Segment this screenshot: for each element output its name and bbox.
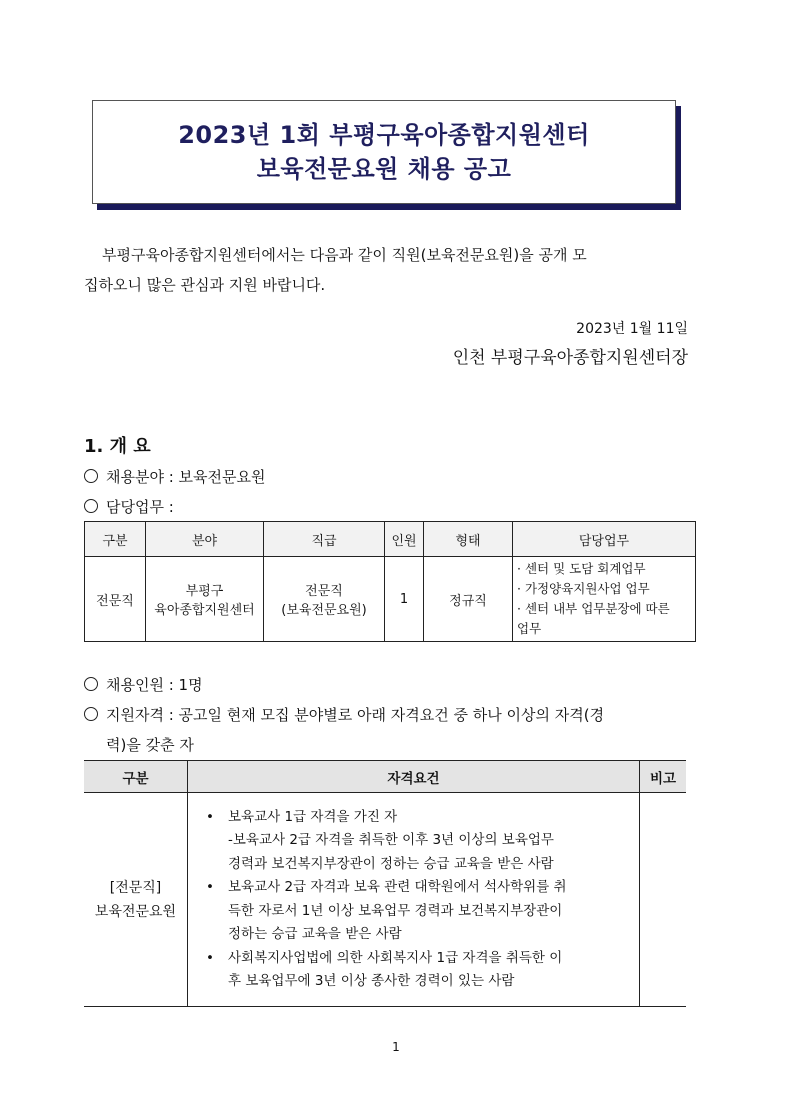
duty-rank-line-2: (보육전문요원) [281, 603, 367, 618]
table-row [84, 793, 686, 1007]
qualification-block [84, 700, 694, 760]
duty-cell-type: 정규직 [424, 557, 513, 642]
duty-rank-line-1: 전문직 [305, 584, 343, 599]
intro-line-2: 집하오니 많은 관심과 지원 바랍니다. [84, 276, 326, 294]
duty-cell-tasks [513, 557, 696, 642]
requirement-item [206, 806, 629, 877]
qual-header-note: 비고 [640, 761, 687, 793]
recruit-field-row [84, 466, 266, 487]
qual-cell-note [640, 793, 687, 1007]
signer: 인천 부평구육아종합지원센터장 [452, 348, 688, 368]
qualification-line-2: 력)을 갖춘 자 [106, 736, 194, 754]
circle-bullet-icon [84, 469, 98, 483]
duty-cell-count: 1 [385, 557, 424, 642]
duty-header-count: 인원 [385, 522, 424, 557]
qualification-line-1 [84, 706, 604, 724]
duty-cell-field [146, 557, 264, 642]
circle-bullet-icon [84, 707, 98, 721]
hiring-count-text: 채용인원 : 1명 [106, 676, 203, 694]
recruit-field-text: 채용분야 : 보육전문요원 [106, 468, 266, 486]
duty-table [84, 521, 696, 642]
requirements-list [188, 806, 639, 994]
duty-field-line-1: 부평구 [185, 584, 224, 599]
circle-bullet-icon [84, 677, 98, 691]
duty-row [84, 496, 174, 517]
duty-header-rank: 직급 [264, 522, 385, 557]
title-box [92, 100, 676, 204]
qualification-table [84, 760, 686, 1007]
requirement-line: 정하는 승급 교육을 받은 사람 [228, 926, 402, 942]
title-line-2: 보육전문요원 채용 공고 [256, 155, 512, 183]
table-row [85, 557, 696, 642]
qual-category-line-2: 보육전문요원 [94, 903, 177, 920]
task-item: 업무 [517, 621, 542, 636]
duty-header-tasks: 담당업무 [513, 522, 696, 557]
duty-cell-rank [264, 557, 385, 642]
duty-text: 담당업무 : [106, 498, 174, 516]
qual-header-requirements: 자격요건 [188, 761, 640, 793]
qualification-text-1: 지원자격 : 공고일 현재 모집 분야별로 아래 자격요건 중 하나 이상의 자격(경 [106, 706, 605, 724]
intro-line-1: 부평구육아종합지원센터에서는 다음과 같이 직원(보육전문요원)을 공개 모 [102, 246, 587, 264]
qual-cell-requirements [188, 793, 640, 1007]
qual-header-category: 구분 [84, 761, 188, 793]
requirement-item [206, 947, 629, 994]
duty-header-field: 분야 [146, 522, 264, 557]
circle-bullet-icon [84, 499, 98, 513]
duty-cell-category: 전문직 [85, 557, 146, 642]
section-heading-overview: 1. 개 요 [84, 436, 151, 457]
requirement-item [206, 876, 629, 947]
duty-table-header-row [85, 522, 696, 557]
requirement-line: 득한 자로서 1년 이상 보육업무 경력과 보건복지부장관이 [228, 902, 563, 919]
intro-paragraph [84, 240, 688, 300]
duty-header-category: 구분 [85, 522, 146, 557]
qual-category-line-1: [전문직] [109, 879, 162, 896]
qual-cell-category [84, 793, 188, 1007]
announcement-date: 2023년 1월 11일 [576, 321, 688, 337]
task-item: · 가정양육지원사업 업무 [517, 581, 650, 596]
requirement-line: • 보육교사 2급 자격과 보육 관련 대학원에서 석사학위를 취 [228, 879, 567, 895]
task-item: · 센터 내부 업무분장에 따른 [517, 601, 670, 616]
requirement-line: • 사회복지사업법에 의한 사회복지사 1급 자격을 취득한 이 [228, 949, 563, 966]
hiring-count-row [84, 674, 203, 695]
duty-header-type: 형태 [424, 522, 513, 557]
requirement-line: -보육교사 2급 자격을 취득한 이후 3년 이상의 보육업무 [228, 832, 554, 848]
qual-table-header-row [84, 761, 686, 793]
requirement-line: • 보육교사 1급 자격을 가진 자 [228, 808, 398, 825]
task-item: · 센터 및 도담 회계업무 [517, 561, 646, 576]
page-number: 1 [392, 1040, 400, 1054]
requirement-line: 후 보육업무에 3년 이상 종사한 경력이 있는 사람 [228, 973, 515, 989]
title-line-1: 2023년 1회 부평구육아종합지원센터 [178, 121, 590, 149]
duty-field-line-2: 육아종합지원센터 [154, 603, 255, 618]
requirement-line: 경력과 보건복지부장관이 정하는 승급 교육을 받은 사람 [228, 855, 554, 872]
